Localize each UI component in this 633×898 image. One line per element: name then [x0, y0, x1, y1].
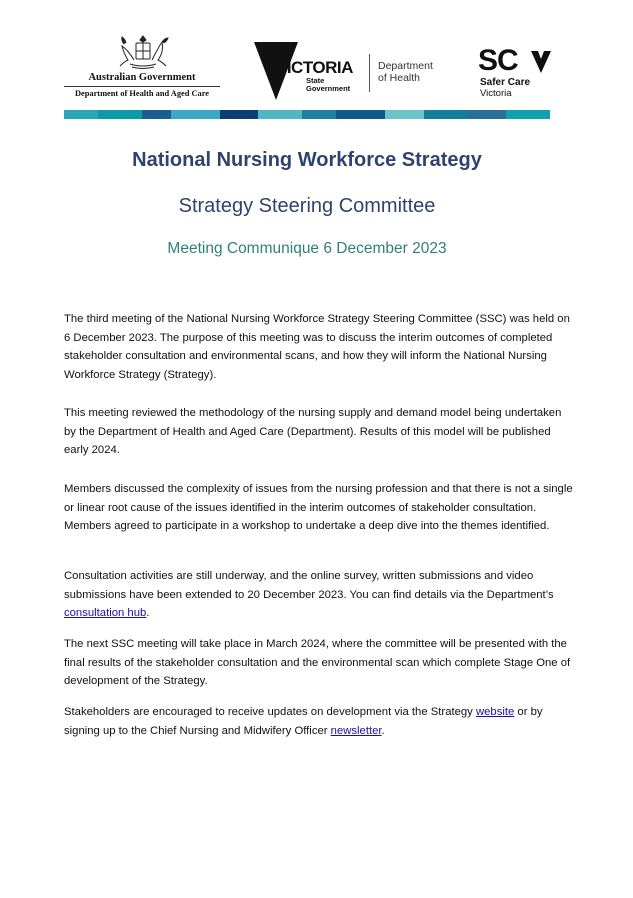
vic-dept-line2: of Health: [378, 72, 421, 84]
scv-v-leaf-icon: [530, 50, 552, 74]
aus-gov-name: Australian Government: [88, 72, 196, 83]
paragraph-4: [64, 567, 574, 623]
paragraph-1: The third meeting of the National Nursing Workforce Strategy Steering Committee (SSC) was held on 6 December 2023. The purpose of this meeting was to discuss the interim outcomes of completed stakeholder consultation and environmental scans, and how they will inform the National Nursing Workforce Strategy (Strategy).: [64, 313, 570, 381]
paragraph-3-text: Members discussed the complexity of issues from the nursing profession and that there is not a single or linear root cause of the issues identified in the interim outcomes of stakeholder consultation. Members agreed to participate in a workshop to undertake a deep dive into the themes identified.: [64, 483, 573, 533]
color-bar-segment: [467, 110, 506, 119]
paragraph-5: The next SSC meeting will take place in March 2024, where the committee will be presented with the final results of the stakeholder consultation and the environmental scan which complete Stage One of development of the Strategy.: [64, 638, 571, 688]
color-bar-segment: [302, 110, 336, 119]
paragraph-6-text1: Stakeholders are encouraged to receive updates on development via the Strategy: [64, 706, 476, 718]
victoria-divider: [369, 54, 370, 92]
aus-gov-divider: [64, 86, 220, 87]
paragraph-2: This meeting reviewed the methodology of the nursing supply and demand model being undertaken by the Department of Health and Aged Care (Department). Results of this model will be published early 2024.: [64, 407, 562, 457]
color-bar-segment: [98, 110, 142, 119]
scv-line1: Safer Care: [480, 77, 531, 88]
newsletter-link[interactable]: newsletter: [330, 724, 382, 737]
paragraph-6: [64, 703, 574, 740]
paragraph-6-end: .: [381, 724, 385, 737]
victoria-department-of-health: [378, 60, 433, 84]
color-bar-segment: [506, 110, 550, 119]
victoria-government-logo: [254, 40, 454, 102]
paragraph-4-end: .: [146, 607, 150, 620]
paragraph-3: [64, 480, 574, 536]
color-bar-segment: [336, 110, 385, 119]
aus-gov-department: Department of Health and Aged Care: [74, 89, 210, 98]
color-bar-segment: [258, 110, 302, 119]
communique-date: Meeting Communique 6 December 2023: [167, 240, 447, 257]
document-title: National Nursing Workforce Strategy: [132, 149, 482, 171]
color-bar-segment: [171, 110, 220, 119]
color-bar-segment: [424, 110, 468, 119]
paragraph-4-text: Consultation activities are still underway, and the online survey, written submissions and video submissions have been extended to 20 December 2023. You can find details via the Department’s: [64, 570, 554, 601]
header-color-bar: [64, 110, 550, 119]
color-bar-segment: [385, 110, 424, 119]
scv-line2: Victoria: [480, 88, 512, 99]
victoria-wordmark: VICTORIA: [276, 58, 353, 77]
consultation-hub-link[interactable]: consultation hub: [64, 607, 147, 620]
victoria-sub-line1: State: [306, 76, 325, 85]
color-bar-segment: [142, 110, 171, 119]
victoria-sub-line2: Government: [306, 84, 351, 93]
safer-care-victoria-logo: [478, 46, 558, 102]
strategy-website-link[interactable]: website: [475, 706, 515, 718]
victoria-state-government: [306, 77, 350, 93]
vic-dept-line1: Department: [378, 60, 433, 72]
color-bar-segment: [220, 110, 259, 119]
scv-mark: SC: [478, 44, 518, 77]
paragraph-6-text2: or by signing up to the Chief Nursing and Midwifery Officer: [64, 706, 543, 737]
document-subtitle: Strategy Steering Committee: [178, 195, 436, 217]
australian-government-logo: [64, 34, 224, 104]
coat-of-arms-icon: [112, 34, 174, 70]
color-bar-segment: [64, 110, 98, 119]
